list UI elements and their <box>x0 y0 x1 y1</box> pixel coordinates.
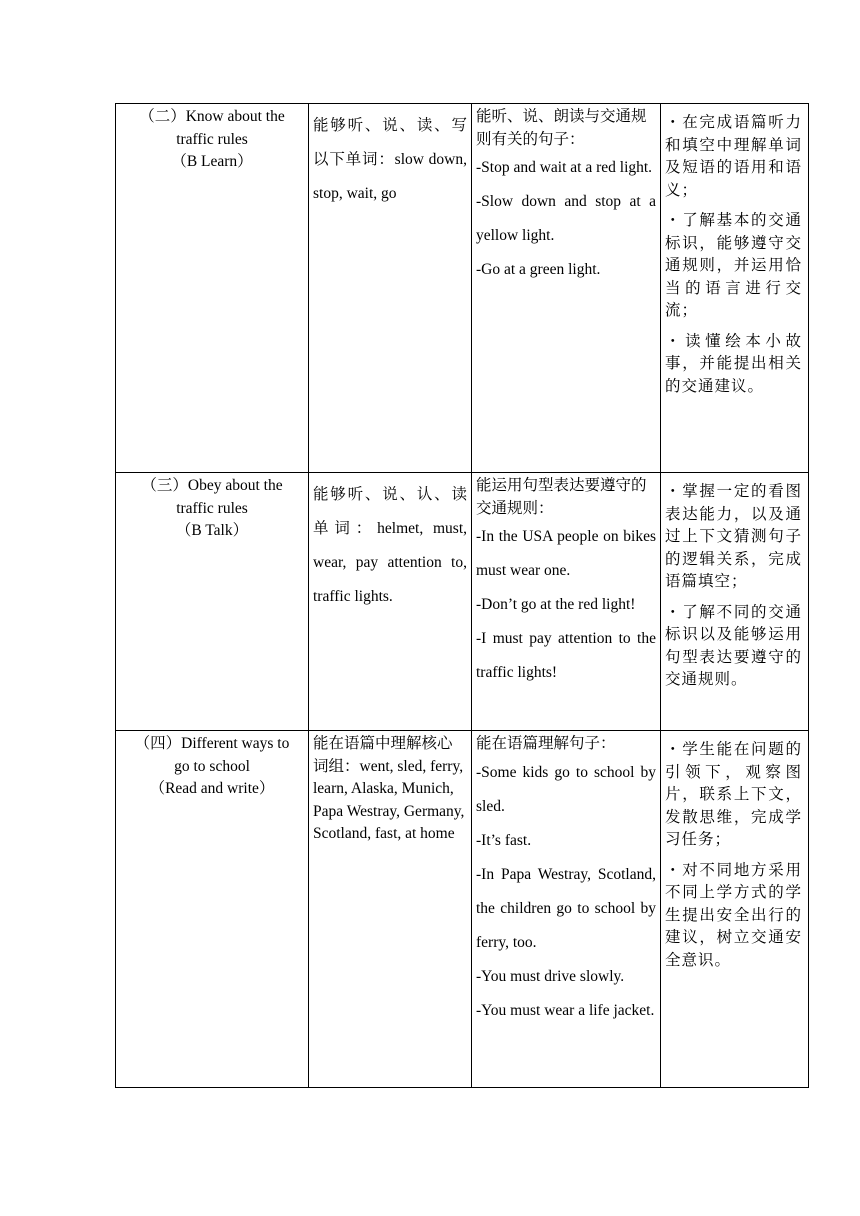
sentence-item: -Go at a green light. <box>476 261 601 278</box>
lesson-title-cell <box>116 104 309 473</box>
sentence-goal-cell <box>472 104 661 473</box>
sentence-item: -In Papa Westray, Scotland, the children go to school by ferry, too. <box>476 865 656 951</box>
vocabulary-goal-text: 能在语篇中理解核心词组：went, sled, ferry, learn, Alaska, Munich, Papa Westray, Germany, Scotland, fast, at home <box>313 735 465 842</box>
lesson-title-line: traffic rules <box>176 130 248 148</box>
learning-aims-cell <box>661 104 809 473</box>
table-row <box>116 473 809 731</box>
lesson-plan-table <box>115 103 809 1088</box>
lesson-title-line: （三）Obey about the <box>141 477 283 494</box>
lesson-title-line: （四）Different ways to <box>134 735 290 752</box>
learning-aim-item: ・学生能在问题的引领下，观察图片，联系上下文，发散思维，完成学习任务； <box>665 741 802 848</box>
vocabulary-goal-cell <box>309 473 472 731</box>
vocabulary-goal-text: 能够听、说、认、读单词：helmet, must, wear, pay attention to, traffic lights. <box>313 486 467 605</box>
sentence-item: -Stop and wait at a red light. <box>476 159 653 176</box>
lesson-section-label: （Read and write） <box>149 780 275 797</box>
lesson-title-line: traffic rules <box>176 499 248 517</box>
learning-aim-item: ・读懂绘本小故事，并能提出相关的交通建议。 <box>665 332 802 395</box>
sentence-item: -Some kids go to school by sled. <box>476 763 656 815</box>
vocabulary-goal-text: 能够听、说、读、写以下单词：slow down, stop, wait, go <box>313 117 467 202</box>
learning-aim-item: ・掌握一定的看图表达能力，以及通过上下文猜测句子的逻辑关系，完成语篇填空； <box>665 483 802 590</box>
learning-aims-cell <box>661 731 809 1088</box>
learning-aim-item: ・了解不同的交通标识以及能够运用句型表达要遵守的交通规则。 <box>665 603 802 688</box>
sentence-goal-lead: 能运用句型表达要遵守的交通规则： <box>476 477 647 517</box>
sentence-item: -I must pay attention to the traffic lights! <box>476 630 656 681</box>
sentence-item: -It’s fast. <box>476 831 532 849</box>
sentence-item: -Slow down and stop at a yellow light. <box>476 193 656 244</box>
sentence-goal-lead: 能在语篇理解句子： <box>476 735 616 752</box>
lesson-title-line: go to school <box>174 757 250 775</box>
learning-aim-item: ・了解基本的交通标识，能够遵守交通规则，并运用恰当的语言进行交流； <box>665 212 802 319</box>
lesson-title-cell <box>116 473 309 731</box>
vocabulary-goal-cell <box>309 104 472 473</box>
lesson-section-label: （B Learn） <box>171 153 253 170</box>
sentence-goal-lead: 能听、说、朗读与交通规则有关的句子： <box>476 108 647 148</box>
table-row <box>116 104 809 473</box>
learning-aim-item: ・对不同地方采用不同上学方式的学生提出安全出行的建议，树立交通安全意识。 <box>665 861 802 969</box>
sentence-item: -Don’t go at the red light! <box>476 596 636 613</box>
sentence-goal-cell <box>472 731 661 1088</box>
sentence-item: -You must wear a life jacket. <box>476 1001 655 1019</box>
sentence-item: -You must drive slowly. <box>476 967 625 985</box>
vocabulary-goal-cell <box>309 731 472 1088</box>
learning-aims-cell <box>661 473 809 731</box>
lesson-title-line: （二）Know about the <box>139 108 285 125</box>
sentence-goal-cell <box>472 473 661 731</box>
table-row <box>116 731 809 1088</box>
learning-aim-item: ・在完成语篇听力和填空中理解单词及短语的语用和语义； <box>665 114 802 199</box>
lesson-section-label: （B Talk） <box>175 522 249 539</box>
sentence-item: -In the USA people on bikes must wear one. <box>476 528 656 579</box>
lesson-title-cell <box>116 731 309 1088</box>
